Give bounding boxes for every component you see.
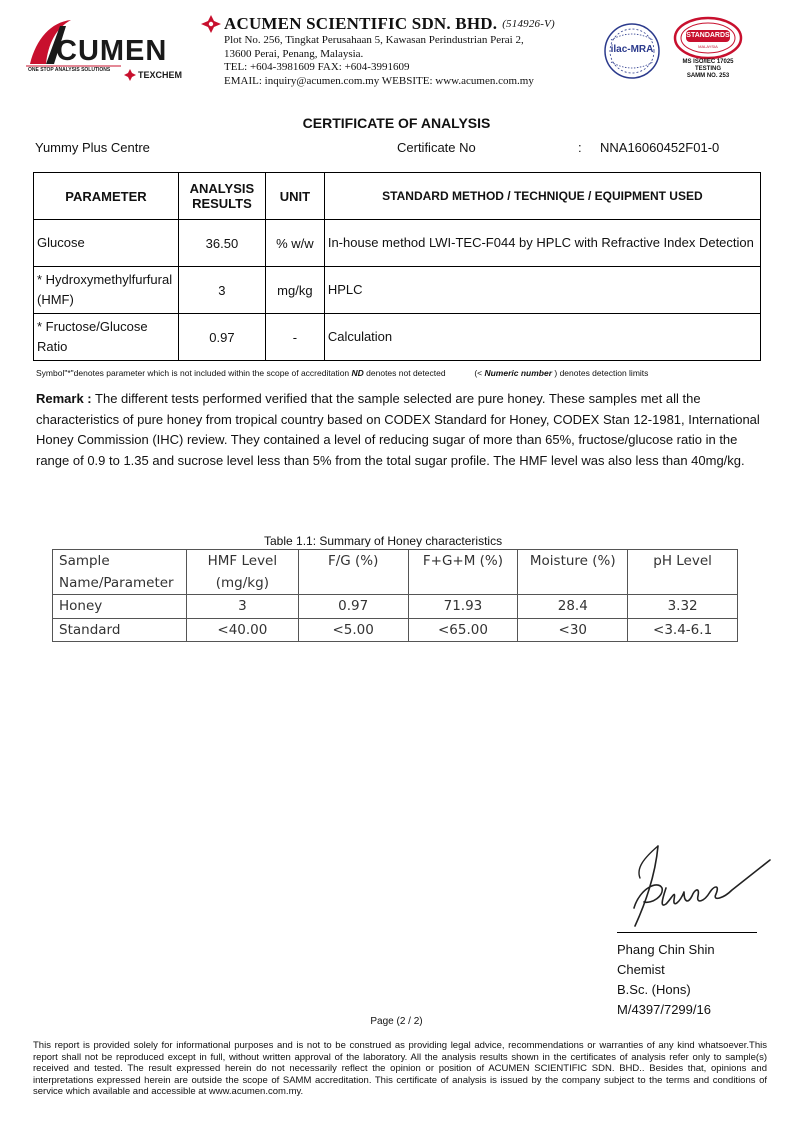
summary-cell-fgm: 71.93 — [408, 595, 518, 619]
summary-header-ph: pH Level — [628, 550, 738, 595]
cell-method: Calculation — [324, 314, 760, 361]
summary-row — [53, 595, 738, 619]
summary-header-fgm: F+G+M (%) — [408, 550, 518, 595]
summary-cell-moisture: <30 — [518, 618, 628, 642]
disclaimer-text: This report is provided solely for informational purposes and is not to be construed as providing legal advice, recommendations or warranties of any kind whatsoever.This report shall not be reproduced except in full, without written approval of the laboratory. All the analysis results shown in the certificates of analysis refer only to sample(s) received and tested. The result expressed herein do not necessarily reflect the opinion or position of ACUMEN SCIENTIFIC SDN. BHD.. Besides that, opinions and interpretations expressed herein are outside the scope of SAMM accreditation. This certificate of analysis is issued by the company subject to the terms and conditions of service which available and accessible at www.acumen.com.my. — [33, 1040, 767, 1097]
header-results-line-1: ANALYSIS — [189, 181, 255, 196]
cell-result: 36.50 — [178, 220, 265, 267]
certificate-label: Certificate No — [397, 140, 476, 155]
summary-header-sample — [53, 550, 187, 595]
header-results — [178, 173, 265, 220]
accreditation-line-3: SAMM NO. 253 — [686, 73, 730, 79]
header-unit: UNIT — [265, 173, 324, 220]
table-row — [34, 267, 761, 314]
signatory-name: Phang Chin Shin — [617, 942, 715, 957]
accreditation-text — [666, 59, 750, 80]
table-header-row — [34, 173, 761, 220]
signatory-degree: B.Sc. (Hons) — [617, 982, 691, 997]
summary-header-hmf — [186, 550, 298, 595]
remark-paragraph — [36, 389, 760, 471]
signatory-title: Chemist — [617, 962, 665, 977]
company-info — [200, 14, 600, 88]
cell-parameter: * Hydroxymethylfurfural (HMF) — [34, 267, 179, 314]
symbol-note-nd: ND — [351, 368, 364, 378]
logo-tagline: ONE STOP ANALYSIS SOLUTIONS — [28, 67, 111, 73]
address-line-2: 13600 Perai, Penang, Malaysia. — [224, 47, 364, 60]
ilac-label: ilac-MRA — [610, 44, 654, 55]
symbol-note — [36, 368, 648, 378]
table-row — [34, 314, 761, 361]
certificate-colon: : — [578, 140, 582, 155]
cell-method: HPLC — [324, 267, 760, 314]
summary-cell-fgm: <65.00 — [408, 618, 518, 642]
summary-cell-moisture: 28.4 — [518, 595, 628, 619]
symbol-note-part-1: Symbol"*"denotes parameter which is not included within the scope of accreditation — [36, 368, 352, 378]
summary-cell-fg: 0.97 — [298, 595, 408, 619]
summary-cell-fg: <5.00 — [298, 618, 408, 642]
contact-email: EMAIL: inquiry@acumen.com.my WEBSITE: www.acumen.com.my — [224, 74, 534, 87]
cell-parameter: Glucose — [34, 220, 179, 267]
contact-phone: TEL: +604-3981609 FAX: +604-3991609 — [224, 61, 410, 73]
table-row — [34, 220, 761, 267]
summary-cell-ph: <3.4-6.1 — [628, 618, 738, 642]
cell-parameter: * Fructose/Glucose Ratio — [34, 314, 179, 361]
ilac-mra-logo — [601, 22, 663, 80]
document-title: CERTIFICATE OF ANALYSIS — [302, 115, 491, 131]
summary-cell-ph: 3.32 — [628, 595, 738, 619]
page-number: Page (2 / 2) — [370, 1016, 423, 1027]
summary-header-sample-2: Name/Parameter — [59, 575, 174, 591]
acumen-logo — [26, 14, 186, 84]
summary-cell-hmf: 3 — [186, 595, 298, 619]
signatory-block — [617, 940, 715, 1020]
remark-text: The different tests performed verified that the sample selected are pure honey. These samples met all the characteristics of pure honey from tropical country based on CODEX Standard for Honey, CODEX Stan 12-1981, International Honey Commission (IHC) review. They contained a level of reducing sugar of more than 65%, fructose/glucose ratio in the range of 0.9 to 1.35 and sucrose level less than 5% from the total sugar profile. The HMF level was also less than 40mg/kg. — [36, 391, 760, 468]
signature-icon — [600, 838, 775, 933]
symbol-note-part-4: ) denotes detection limits — [552, 368, 649, 378]
summary-table-caption: Table 1.1: Summary of Honey characteristics — [264, 534, 503, 547]
cell-result: 0.97 — [178, 314, 265, 361]
accreditation-line-2: TESTING — [694, 66, 721, 72]
symbol-note-part-3: (< — [474, 368, 485, 378]
cell-unit: - — [265, 314, 324, 361]
logo-partner: TEXCHEM — [138, 70, 183, 80]
signature-line — [617, 932, 757, 933]
address-line-1: Plot No. 256, Tingkat Perusahaan 5, Kawasan Perindustrian Perai 2, — [224, 34, 524, 46]
cell-unit: % w/w — [265, 220, 324, 267]
summary-header-fg: F/G (%) — [298, 550, 408, 595]
cell-result: 3 — [178, 267, 265, 314]
summary-row — [53, 618, 738, 642]
symbol-note-numeric: Numeric number — [484, 368, 553, 378]
cell-method: In-house method LWI-TEC-F044 by HPLC with Refractive Index Detection — [324, 220, 760, 267]
header-results-line-2: RESULTS — [192, 196, 252, 211]
standards-label: STANDARDS — [686, 32, 730, 39]
summary-header-moisture: Moisture (%) — [518, 550, 628, 595]
company-reg: (514926-V) — [502, 18, 555, 30]
summary-table — [52, 549, 738, 642]
summary-cell-hmf: <40.00 — [186, 618, 298, 642]
svg-text:CUMEN: CUMEN — [56, 35, 168, 67]
symbol-note-part-2: denotes not detected — [363, 368, 446, 378]
summary-cell-sample: Standard — [53, 618, 187, 642]
header-method: STANDARD METHOD / TECHNIQUE / EQUIPMENT USED — [324, 173, 760, 220]
company-logo-icon — [200, 14, 222, 34]
standards-sub: MALAYSIA — [698, 44, 718, 49]
remark-label: Remark : — [36, 391, 92, 406]
analysis-results-table — [33, 172, 761, 361]
summary-header-hmf-2: (mg/kg) — [215, 575, 269, 591]
client-name: Yummy Plus Centre — [35, 140, 150, 155]
company-name: ACUMEN SCIENTIFIC SDN. BHD. — [224, 14, 498, 33]
summary-header-sample-1: Sample — [59, 553, 110, 569]
cell-unit: mg/kg — [265, 267, 324, 314]
signatory-reg-no: M/4397/7299/16 — [617, 1002, 711, 1017]
summary-header-row — [53, 550, 738, 595]
summary-header-hmf-1: HMF Level — [207, 553, 278, 569]
company-name-row — [200, 14, 600, 34]
accreditation-line-1: MS ISO/IEC 17025 — [682, 59, 734, 65]
summary-cell-sample: Honey — [53, 595, 187, 619]
header-parameter: PARAMETER — [34, 173, 179, 220]
certificate-number: NNA16060452F01-0 — [600, 140, 720, 155]
